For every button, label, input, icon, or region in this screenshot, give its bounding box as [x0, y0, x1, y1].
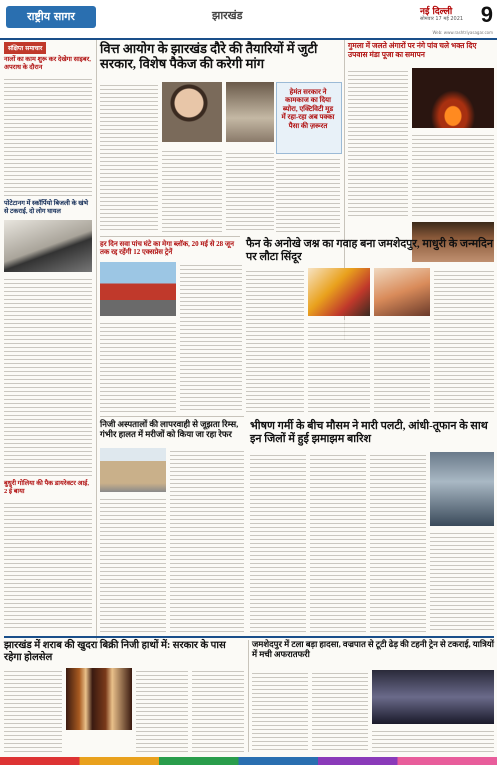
left-story1-text: [4, 76, 92, 196]
train-photo: [100, 262, 176, 316]
liquor-text1: [4, 668, 62, 752]
left-story3-text: [4, 500, 92, 630]
train-text2: [100, 320, 176, 412]
hospital-text2: [170, 448, 244, 632]
accident-text2: [312, 670, 368, 752]
storm-text2: [310, 452, 366, 632]
masthead: [0, 0, 497, 40]
right-top-text2: [412, 132, 494, 218]
left-story3-headline: बुधुरी गोलिया की पैक डायरेक्टर आई, 2 ई बाया: [4, 480, 89, 495]
celebration-headline: फैन के अनोखे जश्न का गवाह बना जमशेदपुर, माधुरी के जन्मदिन पर लौटा सिंदूर: [246, 238, 493, 263]
main-headline: वित्त आयोग के झारखंड दौरे की तैयारियों में जुटी सरकार, विशेष पैकेज की करेगी मांग: [100, 41, 318, 71]
celebration-text1: [246, 268, 304, 414]
storm-text1: [250, 452, 306, 632]
celebration-text2: [308, 320, 370, 414]
main-story-col3: [226, 150, 274, 232]
brand-logo: राष्ट्रीय सागर: [6, 6, 96, 28]
color-bar-footer: [0, 757, 497, 765]
rule: [100, 416, 244, 417]
accident-text3: [372, 728, 494, 752]
liquor-text3: [192, 668, 244, 752]
minister-photo: [162, 82, 222, 142]
edition-date: सोमवार 17 मई 2021: [420, 16, 464, 22]
right-top-headline: गुमला में जलते अंगारों पर नंगे पांव चले भक्त दिए उपवास मंडा पूजा का समापन: [348, 41, 477, 59]
section-title: झारखंड: [212, 9, 243, 22]
celebration-text3: [374, 320, 430, 414]
storm-headline: भीषण गर्मी के बीच मौसम ने मारी पलटी, आंधी-तूफान के साथ इन जिलों में हुई झमाझम बारिश: [250, 420, 488, 445]
hospital-photo: [100, 448, 166, 492]
storm-text4: [430, 530, 494, 632]
train-headline: हर दिन सवा पांच घंटे का मेगा ब्लॉक, 20 मई से 28 जून तक रद्द रहेंगी 12 एक्सप्रेस ट्रेनें: [100, 240, 235, 257]
main-story-col2: [162, 148, 222, 232]
liquor-bottles-photo: [66, 668, 132, 730]
right-top-text1: [348, 68, 408, 218]
liquor-text2: [136, 668, 188, 752]
bottom-band-rule: [4, 636, 494, 638]
celebration-text4: [434, 268, 494, 414]
hospital-headline: निजी अस्पतालों की लापरवाही से जूझता रिम्स, गंभीर हालत में मरीजों को किया जा रहा रेफर: [100, 419, 239, 439]
storm-text3: [370, 452, 426, 632]
pull-quote: हेमंत सरकार ने कामकाज का दिया ब्योरा, एक्टिविटी मूड में रहा-रहा अब पक्का पैसा की ज़रूरत: [281, 88, 335, 130]
main-story-col4: [276, 156, 340, 232]
cake-photo: [308, 268, 370, 316]
train-text1: [180, 262, 242, 412]
fan-photo: [374, 268, 430, 316]
meeting-photo: [226, 82, 274, 142]
liquor-headline: झारखंड में शराब की खुदरा बिक्री निजी हाथों में: सरकार के पास रहेगा होलसेल: [4, 640, 226, 663]
column-rule: [96, 40, 97, 640]
column-rule-bottom: [248, 640, 249, 752]
accident-text1: [252, 670, 308, 752]
brief-news-tag: संक्षिप्त समाचार: [4, 42, 46, 54]
accident-headline: जमशेदपुर में टला बड़ा हादसा, वज्रपात से टूटी ढेड़ की टहनी ट्रेन से टकराई, यात्रियों में मची अफरातफरी: [252, 639, 494, 659]
scooter-photo: [4, 220, 92, 272]
website: Web: www.rashtriyasagar.com: [432, 30, 493, 35]
page-number: 9: [480, 2, 493, 27]
left-story2-headline: पोटेटानग में स्कॉर्पियो बिजली के खंभे से टकराई, दो लोग घायल: [4, 200, 89, 215]
main-story-col1: [100, 82, 158, 232]
storm-photo: [430, 452, 494, 526]
left-story2-text: [4, 276, 92, 476]
left-story1-headline: नालों का काम शुरू कर देखेगा साइबर, अपराध के दौरान: [4, 56, 91, 71]
edition-city: नई दिल्ली: [420, 7, 453, 17]
rule: [100, 236, 240, 237]
hospital-text1: [100, 496, 166, 632]
lightning-photo: [372, 670, 494, 724]
fire-walk-photo: [412, 68, 494, 128]
